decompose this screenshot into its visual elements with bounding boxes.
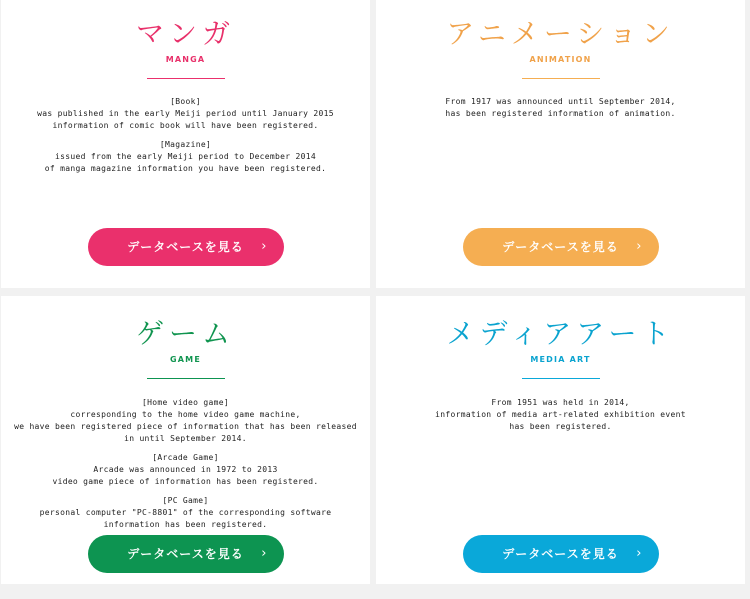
animation-button-label: データベースを見る bbox=[502, 240, 619, 254]
animation-line: From 1917 was announced until September 2014, bbox=[445, 97, 676, 106]
game-pc-line: personal computer "PC-8801" of the corresponding software bbox=[39, 508, 332, 517]
game-home-line: we have been registered piece of information that has been released bbox=[14, 422, 357, 431]
media-art-divider bbox=[522, 378, 600, 379]
game-description bbox=[1, 397, 370, 538]
manga-magazine-heading: [Magazine] bbox=[159, 140, 212, 149]
media-art-button-label: データベースを見る bbox=[502, 547, 619, 561]
game-home-line: in until September 2014. bbox=[124, 434, 247, 443]
manga-card bbox=[1, 0, 370, 288]
game-pc-heading: [PC Game] bbox=[162, 496, 209, 505]
manga-magazine-line: of manga magazine information you have been registered. bbox=[44, 164, 327, 173]
manga-book-line: was published in the early Meiji period until January 2015 bbox=[37, 109, 334, 118]
game-button-label: データベースを見る bbox=[127, 547, 244, 561]
game-arcade-line: Arcade was announced in 1972 to 2013 bbox=[93, 465, 278, 474]
manga-book-line: information of comic book will have been registered. bbox=[52, 121, 319, 130]
game-home-line: corresponding to the home video game machine, bbox=[70, 410, 301, 419]
game-arcade-line: video game piece of information has been registered. bbox=[52, 477, 319, 486]
animation-title-jp: アニメーション bbox=[446, 17, 675, 50]
game-divider bbox=[147, 378, 225, 379]
manga-book-heading: [Book] bbox=[170, 97, 201, 106]
game-card bbox=[1, 296, 370, 584]
animation-database-button[interactable] bbox=[463, 228, 659, 266]
game-title-jp: ゲーム bbox=[135, 317, 235, 350]
manga-magazine-line: issued from the early Meiji period to December 2014 bbox=[55, 152, 316, 161]
animation-line: has been registered information of animation. bbox=[445, 109, 676, 118]
media-art-line: has been registered. bbox=[509, 422, 612, 431]
chevron-right-icon: › bbox=[261, 546, 268, 561]
chevron-right-icon: › bbox=[636, 546, 643, 561]
media-art-title-jp: メディアアート bbox=[446, 317, 675, 350]
animation-description bbox=[376, 96, 745, 120]
media-art-line: From 1951 was held in 2014, bbox=[491, 398, 630, 407]
animation-divider bbox=[522, 78, 600, 79]
manga-button-label: データベースを見る bbox=[127, 240, 244, 254]
animation-title-en: ANIMATION bbox=[529, 55, 592, 64]
chevron-right-icon: › bbox=[636, 239, 643, 254]
manga-title-en: MANGA bbox=[165, 55, 206, 64]
game-title-en: GAME bbox=[170, 355, 201, 364]
manga-database-button[interactable] bbox=[88, 228, 284, 266]
media-art-database-button[interactable] bbox=[463, 535, 659, 573]
manga-book-group bbox=[1, 96, 370, 132]
chevron-right-icon: › bbox=[261, 239, 268, 254]
media-art-description bbox=[376, 397, 745, 433]
media-art-title-en: MEDIA ART bbox=[530, 355, 591, 364]
manga-title-jp: マンガ bbox=[135, 17, 235, 50]
manga-description bbox=[1, 96, 370, 182]
game-home-heading: [Home video game] bbox=[142, 398, 229, 407]
manga-magazine-group bbox=[1, 139, 370, 175]
manga-divider bbox=[147, 78, 225, 79]
game-database-button[interactable] bbox=[88, 535, 284, 573]
game-arcade-heading: [Arcade Game] bbox=[152, 453, 219, 462]
game-pc-line: information has been registered. bbox=[103, 520, 268, 529]
animation-card bbox=[376, 0, 745, 288]
game-home-group bbox=[1, 397, 370, 445]
media-art-line: information of media art-related exhibition event bbox=[435, 410, 686, 419]
game-pc-group bbox=[1, 495, 370, 531]
media-art-card bbox=[376, 296, 745, 584]
game-arcade-group bbox=[1, 452, 370, 488]
